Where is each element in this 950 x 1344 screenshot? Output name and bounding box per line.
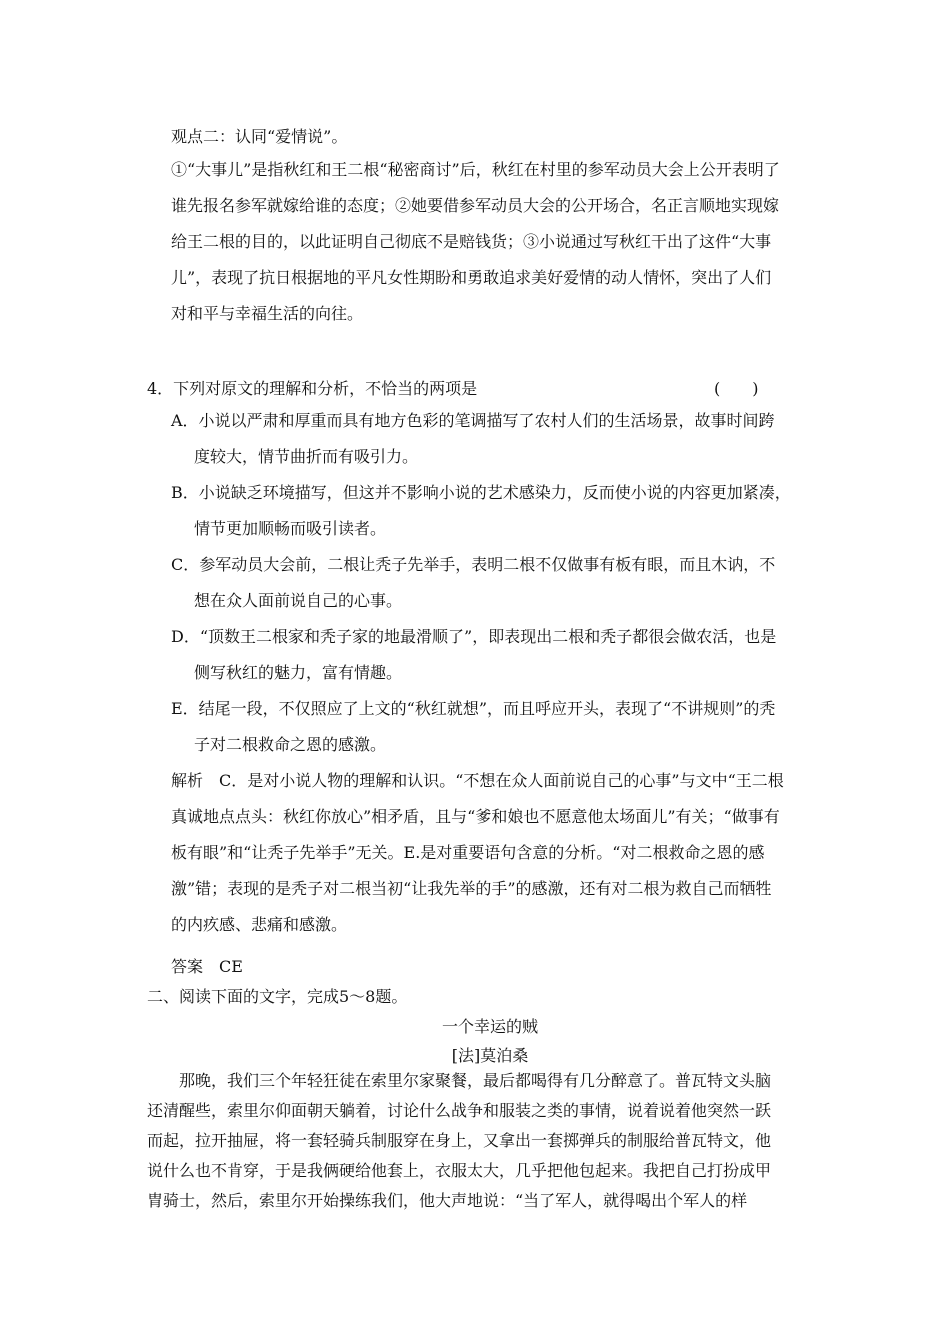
option-b [171, 475, 791, 547]
text-line: 那晚，我们三个年轻狂徒在索里尔家聚餐，最后都喝得有几分醉意了。普瓦特文头脑 [147, 1071, 772, 1090]
viewpoint2-heading: 观点二：认同“爱情说”。 [171, 127, 348, 146]
text-line: 板有眼”和“让秃子先举手”无关。E.是对重要语句含意的分析。“对二根救命之恩的感 [171, 843, 765, 862]
viewpoint2-body [171, 152, 780, 332]
option-e [171, 691, 775, 763]
text-line: 解析 C．是对小说人物的理解和认识。“不想在众人面前说自己的心事”与文中“王二根 [171, 771, 784, 790]
text-line: 的内疚感、悲痛和感激。 [171, 915, 348, 934]
text-line: 度较大，情节曲折而有吸引力。 [194, 447, 419, 466]
text-line: ①“大事儿”是指秋红和王二根“秘密商讨”后，秋红在村里的参军动员大会上公开表明了 [171, 160, 780, 179]
text-line: A．小说以严肃和厚重而具有地方色彩的笔调描写了农村人们的生活场景，故事时间跨 [171, 411, 775, 430]
text-line: 侧写秋红的魅力，富有情趣。 [194, 663, 403, 682]
option-c [171, 547, 775, 619]
text-line: D．“顶数王二根家和秃子家的地最滑顺了”，即表现出二根和秃子都很会做农活，也是 [171, 627, 777, 646]
text-line: 激”错；表现的是秃子对二根当初“让我先举的手”的感激，还有对二根为救自己而牺牲 [171, 879, 772, 898]
text-line: B．小说缺乏环境描写，但这并不影响小说的艺术感染力，反而使小说的内容更加紧凑， [171, 483, 791, 502]
text-line: 子对二根救命之恩的感激。 [194, 735, 387, 754]
answer-blank: ( ) [714, 379, 759, 398]
text-line: 对和平与幸福生活的向往。 [171, 304, 364, 323]
text-line: C．参军动员大会前，二根让秃子先举手，表明二根不仅做事有板有眼，而且木讷，不 [171, 555, 776, 574]
text-line: 情节更加顺畅而吸引读者。 [194, 519, 387, 538]
question4-stem: 4．下列对原文的理解和分析，不恰当的两项是 [147, 379, 478, 398]
answer: 答案 CE [171, 957, 243, 976]
text-line: 胄骑士，然后，索里尔开始操练我们，他大声地说：“当了军人，就得喝出个军人的样 [147, 1191, 748, 1210]
text-line: E．结尾一段，不仅照应了上文的“秋红就想”，而且呼应开头，表现了“不讲规则”的秃 [171, 699, 776, 718]
option-d [171, 619, 776, 691]
text-line: 想在众人面前说自己的心事。 [194, 591, 403, 610]
text-line: 还清醒些，索里尔仰面朝天躺着，讨论什么战争和服装之类的事情，说着说着他突然一跃 [147, 1101, 772, 1120]
text-line: 给王二根的目的，以此证明自己彻底不是赔钱货；③小说通过写秋红干出了这件“大事 [171, 232, 772, 251]
story-body [147, 1066, 771, 1216]
text-line: 说什么也不肯穿，于是我俩硬给他套上，衣服太大，几乎把他包起来。我把自己打扮成甲 [147, 1161, 772, 1180]
text-line: 儿”，表现了抗日根据地的平凡女性期盼和勇敢追求美好爱情的动人情怀，突出了人们 [171, 268, 772, 287]
section2-heading: 二、阅读下面的文字，完成5～8题。 [147, 987, 408, 1006]
story-title: 一个幸运的贼 [441, 1017, 538, 1036]
option-a [171, 403, 775, 475]
analysis [171, 763, 784, 943]
text-line: 真诚地点点头：秋红你放心”相矛盾，且与“爹和娘也不愿意他太场面儿”有关；“做事有 [171, 807, 780, 826]
story-author: [法]莫泊桑 [451, 1046, 529, 1065]
text-line: 而起，拉开抽屉，将一套轻骑兵制服穿在身上，又拿出一套掷弹兵的制服给普瓦特文，他 [147, 1131, 772, 1150]
text-line: 谁先报名参军就嫁给谁的态度；②她要借参军动员大会的公开场合，名正言顺地实现嫁 [171, 196, 780, 215]
